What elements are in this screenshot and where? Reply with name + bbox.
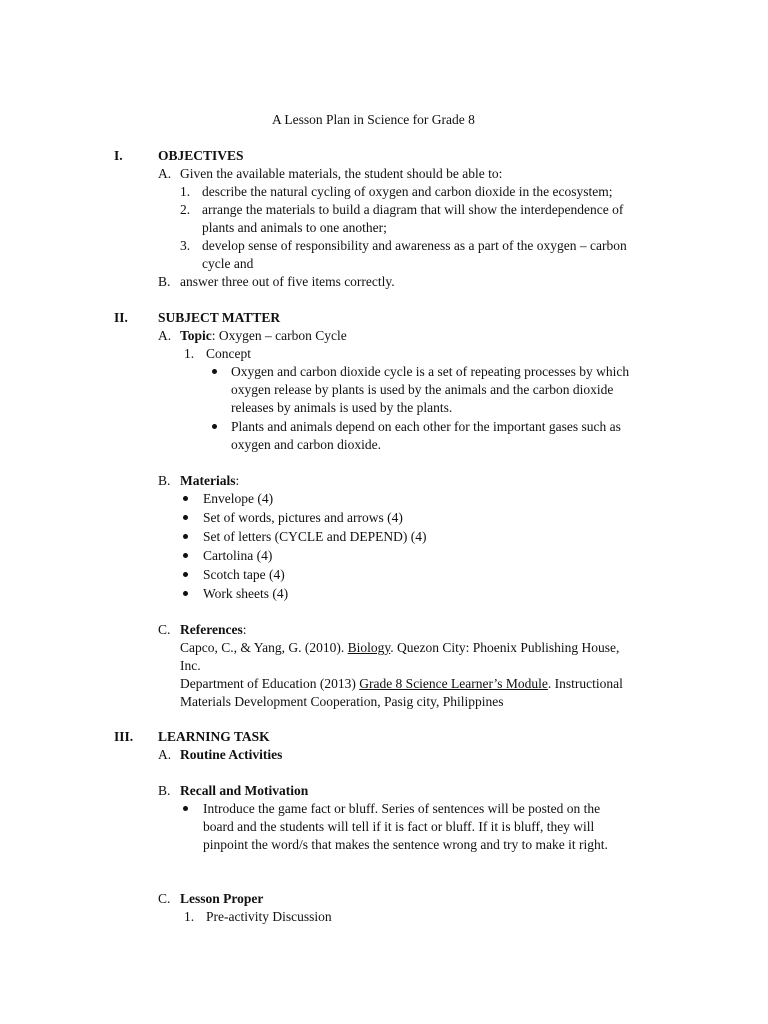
reference-1 — [180, 639, 619, 657]
reference-2-cont: Materials Development Cooperation, Pasig city, Philippines — [180, 694, 504, 709]
bullet-dot-icon — [183, 591, 188, 596]
bullet-dot-icon — [212, 424, 217, 429]
section-1-heading: OBJECTIVES — [158, 148, 244, 163]
routine-activities: Routine Activities — [180, 747, 283, 762]
objective-1-marker: 1. — [180, 184, 191, 199]
reference-1-title: Biology — [347, 640, 391, 655]
material-item: Work sheets (4) — [203, 586, 289, 601]
bullet-dot-icon — [183, 496, 188, 501]
bullet-dot-icon — [183, 553, 188, 558]
reference-2-authors: Department of Education (2013) — [180, 676, 360, 691]
recall-motivation: Recall and Motivation — [180, 783, 309, 798]
concept-bullet-1-line-2: oxygen release by plants is used by the animals and the carbon dioxide — [231, 382, 614, 397]
objective-2-marker: 2. — [180, 202, 191, 217]
reference-2-title: Grade 8 Science Learner’s Module — [359, 676, 548, 691]
concept-bullet-1-line-1: Oxygen and carbon dioxide cycle is a set of repeating processes by which — [231, 364, 630, 379]
references-heading — [180, 621, 246, 639]
task-b-marker: B. — [158, 783, 171, 798]
materials-heading — [180, 472, 239, 490]
task-c-marker: C. — [158, 891, 171, 906]
objectives-b-marker: B. — [158, 274, 171, 289]
concept-bullet-2-line-2: oxygen and carbon dioxide. — [231, 437, 381, 452]
topic-label: Topic — [180, 328, 212, 343]
material-item: Envelope (4) — [203, 491, 274, 506]
motivation-line-2: board and the students will tell if it is fact or bluff. If it is bluff, they will — [203, 819, 595, 834]
bullet-dot-icon — [183, 534, 188, 539]
material-item: Cartolina (4) — [203, 548, 273, 563]
document-title: A Lesson Plan in Science for Grade 8 — [272, 112, 475, 127]
material-item: Set of words, pictures and arrows (4) — [203, 510, 403, 525]
material-item: Scotch tape (4) — [203, 567, 285, 582]
materials-label: Materials — [180, 473, 236, 488]
objective-3-text-cont: cycle and — [202, 256, 254, 271]
bullet-dot-icon — [183, 515, 188, 520]
subject-a-marker: A. — [158, 328, 172, 343]
objective-2-text-cont: plants and animals to one another; — [202, 220, 387, 235]
objectives-a-marker: A. — [158, 166, 172, 181]
bullet-dot-icon — [183, 806, 188, 811]
topic-value: : Oxygen – carbon Cycle — [211, 328, 347, 343]
bullet-dot-icon — [212, 369, 217, 374]
motivation-line-3: pinpoint the word/s that makes the sentence wrong and try to make it right. — [203, 837, 608, 852]
section-2-heading: SUBJECT MATTER — [158, 310, 281, 325]
pre-activity-discussion: Pre-activity Discussion — [206, 909, 332, 924]
topic-line — [180, 327, 347, 345]
objective-1-text: describe the natural cycling of oxygen and carbon dioxide in the ecosystem; — [202, 184, 613, 199]
section-3-heading: LEARNING TASK — [158, 729, 270, 744]
subject-b-marker: B. — [158, 473, 171, 488]
motivation-line-1: Introduce the game fact or bluff. Series of sentences will be posted on the — [203, 801, 601, 816]
subject-c-marker: C. — [158, 622, 171, 637]
material-item: Set of letters (CYCLE and DEPEND) (4) — [203, 529, 427, 544]
lesson-proper: Lesson Proper — [180, 891, 264, 906]
reference-2 — [180, 675, 623, 693]
reference-2-publisher: . Instructional — [547, 676, 623, 691]
task-a-marker: A. — [158, 747, 172, 762]
section-3-number: III. — [114, 729, 134, 744]
objectives-b-text: answer three out of five items correctly. — [180, 274, 395, 289]
section-2-number: II. — [114, 310, 128, 325]
objective-3-text: develop sense of responsibility and awareness as a part of the oxygen – carbon — [202, 238, 627, 253]
reference-1-publisher: . Quezon City: Phoenix Publishing House, — [390, 640, 620, 655]
objective-3-marker: 3. — [180, 238, 191, 253]
section-1-number: I. — [114, 148, 123, 163]
concept-marker: 1. — [184, 346, 195, 361]
references-colon: : — [242, 622, 247, 637]
objectives-a-text: Given the available materials, the student should be able to: — [180, 166, 503, 181]
concept-label: Concept — [206, 346, 251, 361]
concept-bullet-1-line-3: releases by animals is used by the plants. — [231, 400, 453, 415]
reference-1-authors: Capco, C., & Yang, G. (2010). — [180, 640, 348, 655]
objective-2-text: arrange the materials to build a diagram that will show the interdependence of — [202, 202, 624, 217]
concept-bullet-2-line-1: Plants and animals depend on each other for the important gases such as — [231, 419, 621, 434]
references-label: References — [180, 622, 243, 637]
materials-colon: : — [235, 473, 240, 488]
pre-activity-marker: 1. — [184, 909, 195, 924]
reference-1-cont: Inc. — [180, 658, 201, 673]
bullet-dot-icon — [183, 572, 188, 577]
